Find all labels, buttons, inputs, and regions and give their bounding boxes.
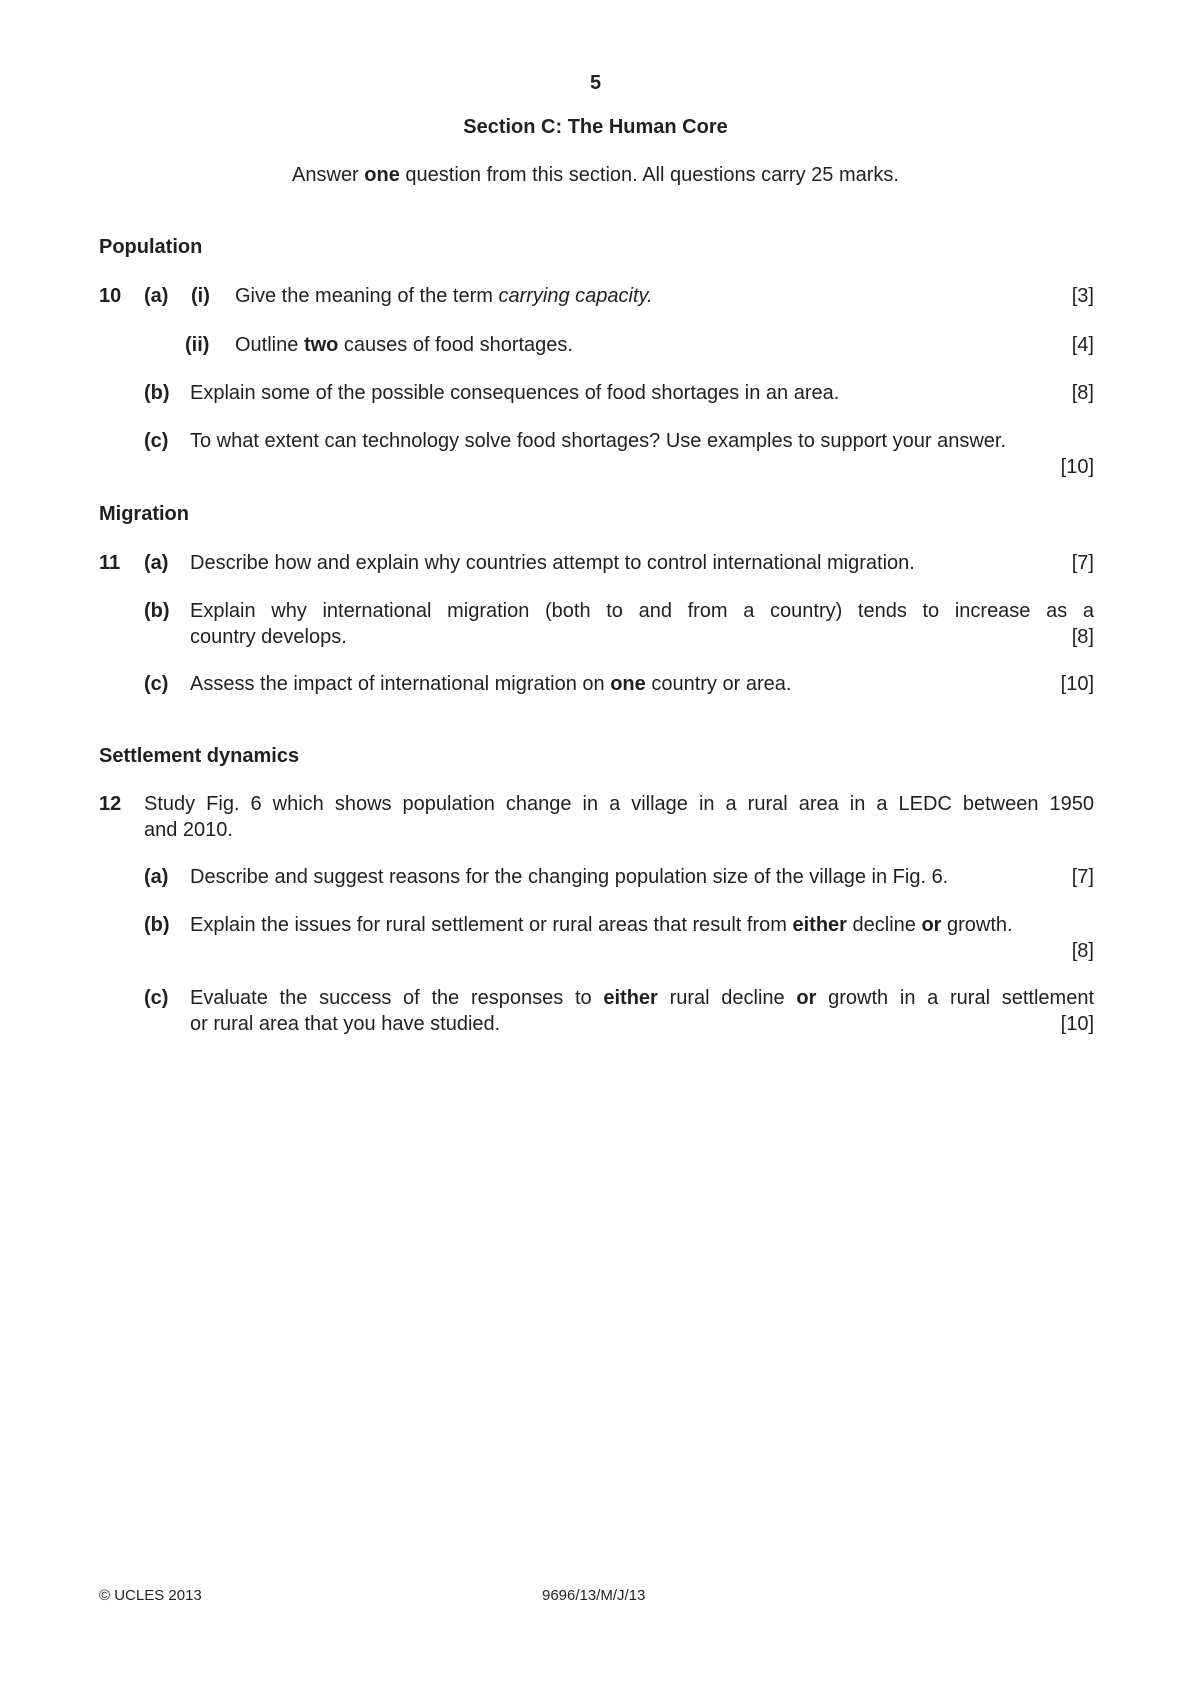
question-text-10aii bbox=[235, 334, 573, 357]
part-label-11a: (a) bbox=[144, 552, 169, 574]
question-text-11c bbox=[190, 673, 791, 696]
question-text-10b: Explain some of the possible consequences of food shortages in an area. bbox=[190, 382, 840, 404]
heading-population: Population bbox=[99, 236, 203, 258]
question-text-12c-pre: Evaluate the success of the responses to bbox=[190, 987, 604, 1009]
question-text-12a: Describe and suggest reasons for the changing population size of the village in Fig. 6. bbox=[190, 866, 949, 888]
mark-11a: [7] bbox=[1071, 552, 1094, 574]
question-text-12b-mid: decline bbox=[846, 914, 922, 936]
question-text-10c: To what extent can technology solve food shortages? Use examples to support your answer. bbox=[190, 430, 1007, 452]
section-title: Section C: The Human Core bbox=[463, 116, 728, 138]
part-label-12b: (b) bbox=[144, 914, 170, 936]
question-text-10aii-bold: two bbox=[303, 334, 339, 356]
question-text-12c-line1 bbox=[190, 987, 1094, 1010]
question-text-10aii-post: causes of food shortages. bbox=[338, 334, 573, 356]
part-label-11b: (b) bbox=[144, 600, 170, 622]
instruction-pre: Answer bbox=[292, 164, 365, 186]
question-text-12b-pre: Explain the issues for rural settlement or rural areas that result from bbox=[190, 914, 793, 936]
mark-10aii: [4] bbox=[1071, 334, 1094, 356]
instruction-bold: one bbox=[364, 164, 400, 186]
part-label-12c: (c) bbox=[144, 987, 169, 1009]
section-instruction bbox=[0, 164, 1191, 187]
question-text-12c-bold1: either bbox=[603, 987, 658, 1009]
mark-12b: [8] bbox=[1071, 940, 1094, 962]
part-label-10b: (b) bbox=[144, 382, 170, 404]
question-text-10ai-term: carrying capacity. bbox=[498, 285, 653, 307]
footer-copyright: © UCLES 2013 bbox=[99, 1587, 202, 1604]
question-text-10ai-pre: Give the meaning of the term bbox=[235, 285, 499, 307]
question-text-12c-post: growth in a rural settlement bbox=[816, 987, 1095, 1009]
question-text-11b-line1: Explain why international migration (both to and from a country) tends to increase as a bbox=[190, 600, 1094, 622]
question-text-10aii-pre: Outline bbox=[235, 334, 304, 356]
part-label-10a: (a) bbox=[144, 285, 169, 307]
mark-12c: [10] bbox=[1060, 1013, 1094, 1035]
question-text-12-intro-line2: and 2010. bbox=[144, 819, 233, 841]
part-label-12a: (a) bbox=[144, 866, 169, 888]
mark-11c: [10] bbox=[1060, 673, 1094, 695]
question-text-12b-post: growth. bbox=[941, 914, 1013, 936]
page-number: 5 bbox=[589, 72, 602, 94]
part-label-11c: (c) bbox=[144, 673, 169, 695]
question-text-11c-bold: one bbox=[610, 673, 646, 695]
question-text-12b bbox=[190, 914, 1013, 937]
footer-paper-code: 9696/13/M/J/13 bbox=[542, 1587, 646, 1604]
question-text-11c-post: country or area. bbox=[645, 673, 792, 695]
question-text-10ai bbox=[235, 285, 653, 308]
heading-settlement-dynamics: Settlement dynamics bbox=[99, 745, 300, 767]
question-text-11b-line2: country develops. bbox=[190, 626, 347, 648]
question-text-12-intro-line1: Study Fig. 6 which shows population change in a village in a rural area in a LEDC between 1950 bbox=[144, 793, 1094, 815]
subpart-label-10aii: (ii) bbox=[185, 334, 210, 356]
mark-10c: [10] bbox=[1060, 456, 1094, 478]
mark-12a: [7] bbox=[1071, 866, 1094, 888]
question-text-11c-pre: Assess the impact of international migration on bbox=[190, 673, 611, 695]
question-text-12b-bold1: either bbox=[792, 914, 847, 936]
question-text-12c-line2: or rural area that you have studied. bbox=[190, 1013, 501, 1035]
mark-10b: [8] bbox=[1071, 382, 1094, 404]
question-text-12b-bold2: or bbox=[921, 914, 942, 936]
mark-10ai: [3] bbox=[1071, 285, 1094, 307]
question-text-12c-bold2: or bbox=[796, 987, 817, 1009]
question-number-12: 12 bbox=[99, 793, 122, 815]
mark-11b: [8] bbox=[1071, 626, 1094, 648]
heading-migration: Migration bbox=[99, 503, 189, 525]
question-number-10: 10 bbox=[99, 285, 122, 307]
question-text-12c-mid: rural decline bbox=[657, 987, 797, 1009]
subpart-label-10ai: (i) bbox=[191, 285, 210, 307]
question-number-11: 11 bbox=[99, 552, 121, 574]
question-text-11a: Describe how and explain why countries attempt to control international migration. bbox=[190, 552, 915, 574]
part-label-10c: (c) bbox=[144, 430, 169, 452]
instruction-post: question from this section. All questions carry 25 marks. bbox=[399, 164, 899, 186]
